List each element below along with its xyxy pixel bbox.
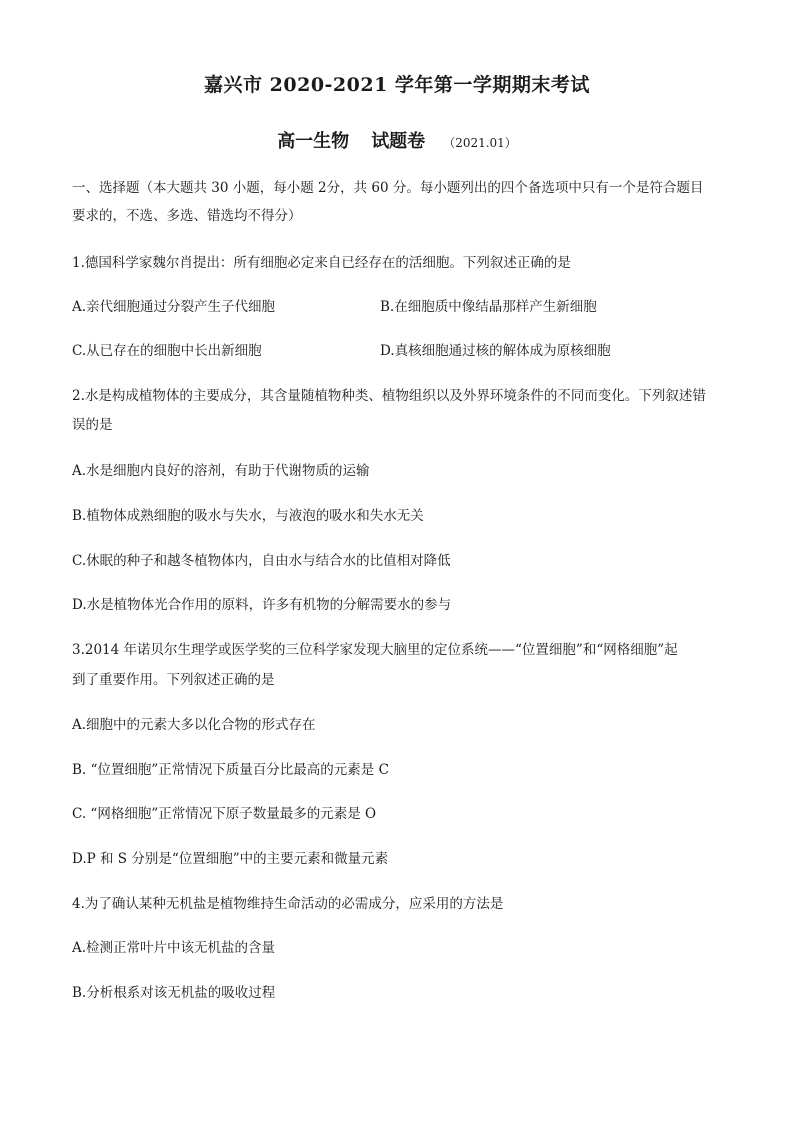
section-instructions-line-2: 要求的，不选、多选、错选均不得分） — [72, 208, 302, 224]
exam-date: （2021.01） — [443, 136, 517, 150]
paper-label: 试题卷 — [371, 131, 426, 152]
exam-subtitle — [0, 127, 794, 153]
question-2-option-a: A.水是细胞内良好的溶剂，有助于代谢物质的运输 — [72, 463, 370, 479]
question-2-stem-line-1: 2.水是构成植物体的主要成分，其含量随植物种类、植物组织以及外界环境条件的不同而变化。下列叙述错 — [72, 388, 706, 404]
question-3-option-d: D.P 和 S 分别是“位置细胞”中的主要元素和微量元素 — [72, 851, 389, 867]
question-3-option-b: B. “位置细胞”正常情况下质量百分比最高的元素是 C — [72, 762, 389, 778]
subject-label: 高一生物 — [277, 131, 350, 152]
question-2-stem-line-2: 误的是 — [72, 417, 113, 433]
question-3-option-a: A.细胞中的元素大多以化合物的形式存在 — [72, 717, 316, 733]
exam-title: 嘉兴市 2020-2021 学年第一学期期末考试 — [204, 74, 590, 96]
question-1-option-a: A.亲代细胞通过分裂产生子代细胞 — [72, 299, 276, 315]
question-2-option-c: C.休眠的种子和越冬植物体内，自由水与结合水的比值相对降低 — [72, 553, 451, 569]
question-1-stem: 1.德国科学家魏尔肖提出：所有细胞必定来自已经存在的活细胞。下列叙述正确的是 — [72, 255, 571, 271]
question-3-stem-line-1: 3.2014 年诺贝尔生理学或医学奖的三位科学家发现大脑里的定位系统——“位置细胞”和“网格细胞”起 — [72, 642, 678, 658]
question-1-option-b: B.在细胞质中像结晶那样产生新细胞 — [380, 299, 597, 315]
question-3-option-c: C. “网格细胞”正常情况下原子数量最多的元素是 O — [72, 806, 377, 822]
question-3-stem-line-2: 到了重要作用。下列叙述正确的是 — [72, 672, 275, 688]
question-4-option-a: A.检测正常叶片中该无机盐的含量 — [72, 940, 276, 956]
question-2-option-d: D.水是植物体光合作用的原料，许多有机物的分解需要水的参与 — [72, 597, 452, 613]
question-1-option-c: C.从已存在的细胞中长出新细胞 — [72, 343, 262, 359]
question-4-stem: 4.为了确认某种无机盐是植物维持生命活动的必需成分，应采用的方法是 — [72, 896, 504, 912]
question-2-option-b: B.植物体成熟细胞的吸水与失水，与液泡的吸水和失水无关 — [72, 508, 424, 524]
question-4-option-b: B.分析根系对该无机盐的吸收过程 — [72, 985, 276, 1001]
question-1-option-d: D.真核细胞通过核的解体成为原核细胞 — [380, 343, 611, 359]
section-instructions-line-1: 一、选择题（本大题共 30 小题，每小题 2分，共 60 分。每小题列出的四个备选项中只有一个是符合题目 — [72, 180, 704, 196]
